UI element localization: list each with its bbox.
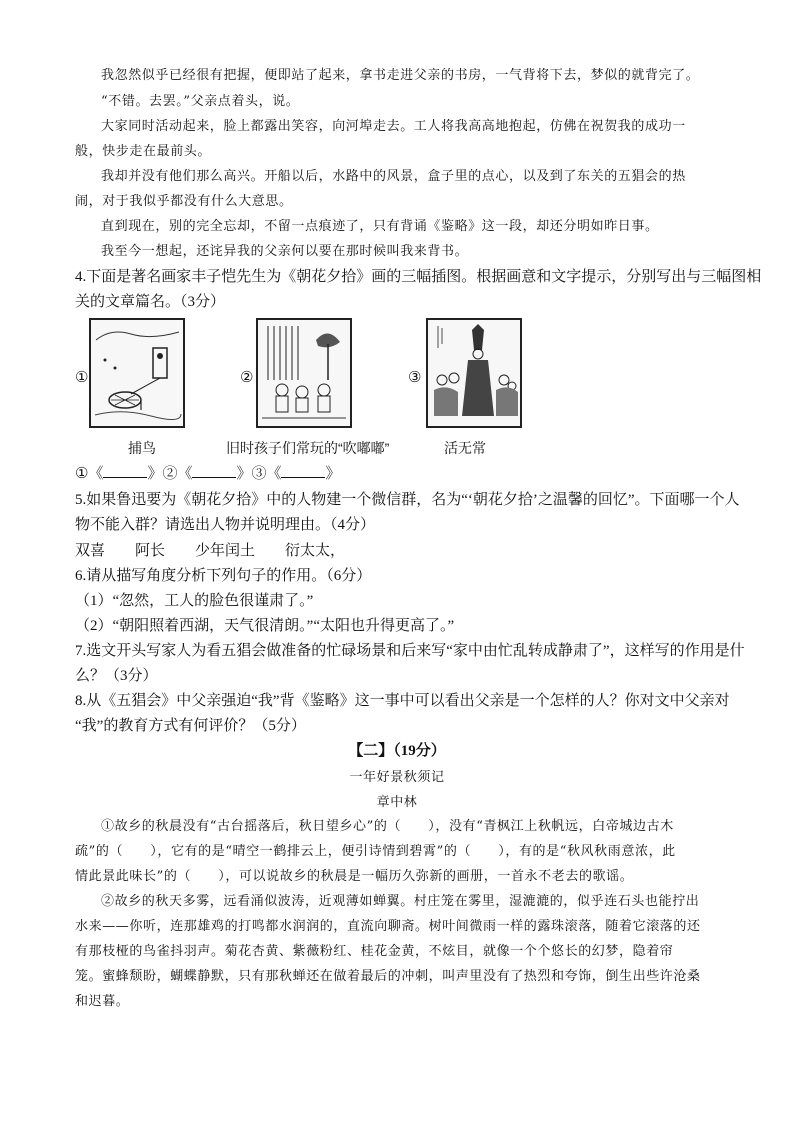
passage1-line-1: 我忽然似乎已经很有把握，便即站了起来，拿书走进父亲的书房，一气背将下去，梦似的就背完了。: [101, 68, 700, 83]
question-4-text: 4.下面是著名画家丰子恺先生为《朝花夕拾》画的三幅插图。根据画意和文字提示，分别写出与三幅图相: [75, 269, 762, 285]
question-5-options: 双喜 阿长 少年闰土 衍太太，: [75, 543, 346, 559]
passage1-line-2: “不错。去罢。”父亲点着头，说。: [101, 94, 300, 109]
article-para2-line-2: 水来——你听，连那雄鸡的打鸣都水润润的，直流向聊斋。树叶间微雨一样的露珠滚落，随着它滚落的还: [75, 919, 701, 934]
question-4-text-2: 关的文章篇名。（3分）: [75, 294, 226, 310]
article-title: 一年好景秋须记: [349, 770, 445, 785]
answer-prefix-1: ①《: [75, 466, 104, 482]
article-para2-line-4: 笼。蜜蜂颓盼，蝴蝶静默，只有那秋蝉还在做着最后的冲刺，叫声里没有了热烈和夸饰，倒生出些许沧桑: [75, 969, 701, 984]
caption-2: 旧时孩子们常玩的“吹嘟嘟”: [226, 440, 390, 456]
question-6-sentence-2: （2）“朝阳照着西湖，天气很清朗。”“太阳也升得更高了。”: [75, 618, 455, 634]
question-7-text-2: 么？（3分）: [75, 668, 158, 684]
question-5-text-2: 物不能入群？请选出人物并说明理由。（4分）: [75, 517, 376, 533]
illustration-1-image: [89, 318, 185, 428]
illustration-3-number: ③: [408, 370, 422, 386]
passage1-line-6: 闹，对于我似乎都没有什么大意思。: [75, 194, 293, 209]
question-6-sentence-1: （1）“忽然，工人的脸色很谨肃了。”: [75, 593, 314, 609]
article-para2-line-3: 有那枝桠的鸟雀抖羽声。菊花杏黄、紫薇粉红、桂花金黄，不炫目，就像一个个悠长的幻梦，隐着帘: [75, 944, 674, 959]
answer-blank-3[interactable]: [281, 465, 325, 478]
caption-1: 捕鸟: [128, 440, 156, 456]
answer-blank-1[interactable]: [103, 465, 147, 478]
article-para1-line-2: 疏”的（ ），它有的是“晴空一鹤排云上，便引诗情到碧霄”的（ ），有的是“秋风秋雨意浓，此: [75, 844, 676, 859]
article-para1-line-1: ①故乡的秋晨没有“古台摇落后，秋日望乡心”的（ ），没有“青枫江上秋帆远，白帝城边古木: [101, 819, 674, 834]
question-7-text: 7.选文开头写家人为看五猖会做准备的忙碌场景和后来写“家中由忙乱转成静肃了”，这样写的作用是什: [75, 643, 745, 659]
section-2-heading: 【二】（19分）: [348, 743, 446, 759]
answer-blank-2[interactable]: [192, 465, 236, 478]
article-para2-line-1: ②故乡的秋天多雾，远看涌似波涛，近观薄如蝉翼。村庄笼在雾里，湿漉漉的，似乎连石头也能拧出: [101, 894, 700, 909]
answer-suffix: 》: [325, 466, 341, 482]
article-para1-line-3: 情此景此味长”的（ ），可以说故乡的秋晨是一幅历久弥新的画册，一首永不老去的歌谣。: [75, 869, 634, 884]
passage1-line-5: 我却并没有他们那么高兴。开船以后，水路中的风景，盒子里的点心，以及到了东关的五猖会的热: [101, 169, 686, 184]
passage1-line-8: 我至今一想起，还诧异我的父亲何以要在那时候叫我来背书。: [101, 244, 469, 259]
passage1-line-7: 直到现在，别的完全忘却，不留一点痕迹了，只有背诵《鉴略》这一段，却还分明如昨日事。: [101, 219, 659, 234]
question-5-text: 5.如果鲁迅要为《朝花夕拾》中的人物建一个微信群，名为“‘朝花夕拾’之温馨的回忆”。下面哪一个人: [75, 492, 740, 508]
answer-prefix-3: 》③《: [236, 466, 282, 482]
passage1-line-4: 般，快步走在最前头。: [75, 144, 212, 159]
illustration-2-image: [256, 318, 352, 428]
question-8-text-2: “我”的教育方式有何评价？（5分）: [75, 718, 306, 734]
caption-3: 活无常: [444, 440, 486, 456]
passage1-line-3: 大家同时活动起来，脸上都露出笑容，向河埠走去。工人将我高高地抱起，仿佛在祝贺我的成功一: [101, 119, 686, 134]
illustration-3-image: [426, 318, 522, 428]
question-4-answer-line: [75, 462, 725, 483]
question-6-text: 6.请从描写角度分析下列句子的作用。（6分）: [75, 568, 372, 584]
answer-prefix-2: 》②《: [147, 466, 193, 482]
article-author: 章中林: [376, 795, 418, 810]
question-8-text: 8.从《五猖会》中父亲强迫“我”背《鉴略》这一事中可以看出父亲是一个怎样的人？你对文中父亲对: [75, 693, 730, 709]
article-para2-line-5: 和迟暮。: [75, 994, 130, 1009]
illustration-2-number: ②: [240, 370, 254, 386]
illustration-1-number: ①: [75, 370, 89, 386]
